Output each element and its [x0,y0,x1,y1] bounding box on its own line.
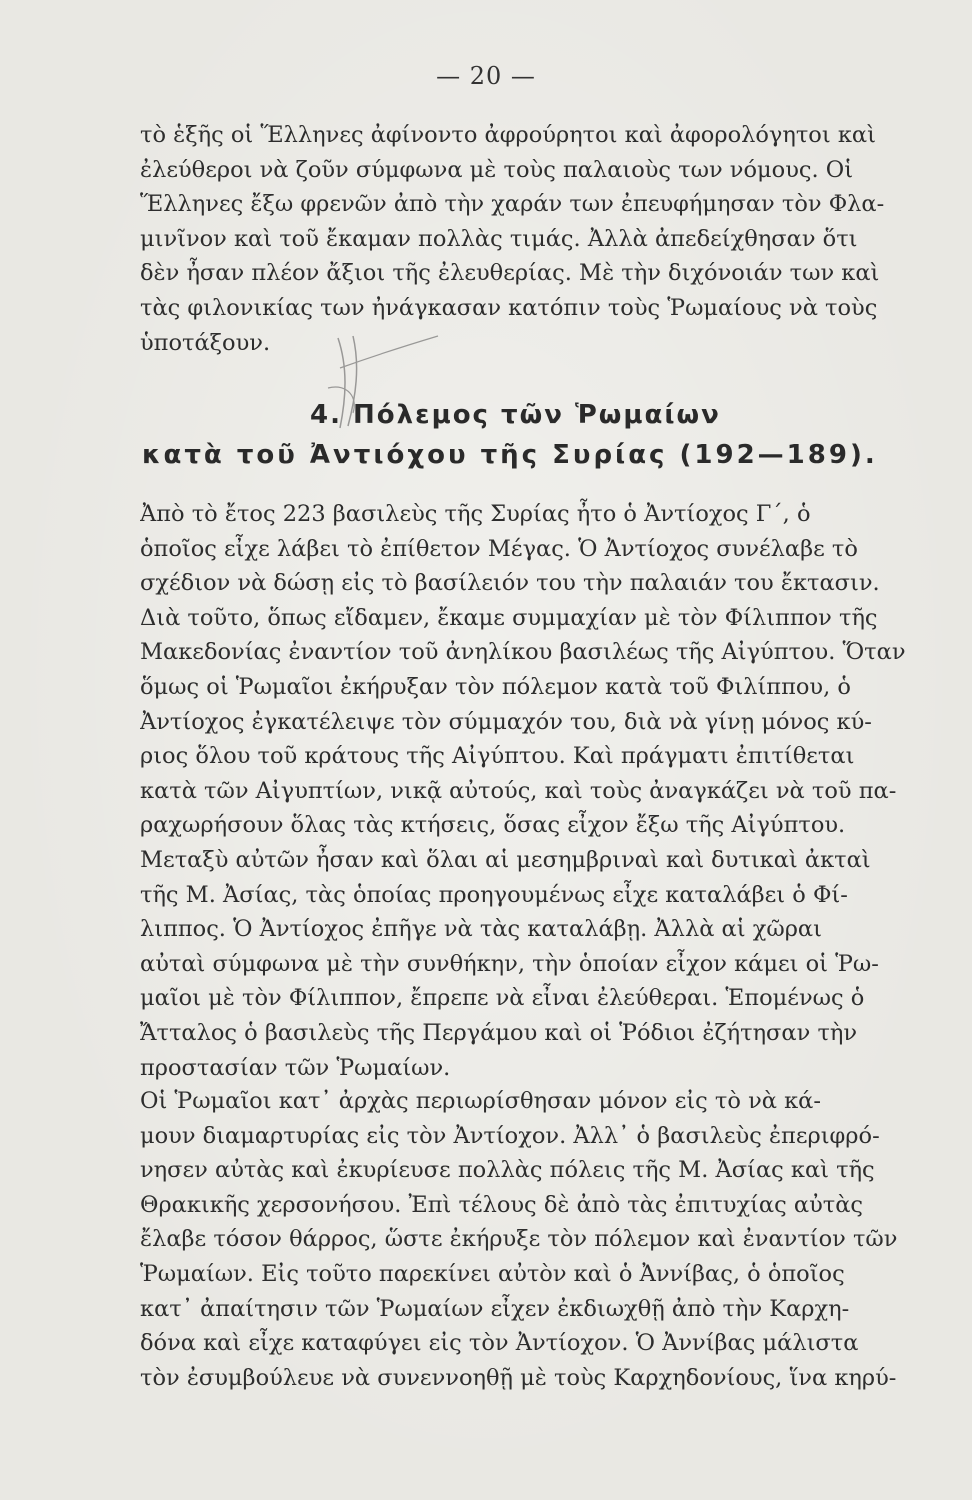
text-line: τὸ ἑξῆς οἱ Ἕλληνες ἀφίνοντο ἀφρούρητοι καὶ ἀφορολόγητοι καὶ [140,122,876,148]
text-line: Ἄτταλος ὁ βασιλεὺς τῆς Περγάμου καὶ οἱ Ῥόδιοι ἐζήτησαν τὴν [140,1019,858,1046]
text-line: μαῖοι μὲ τὸν Φίλιππον, ἔπρεπε νὰ εἶναι ἐλεύθεραι. Ἑπομένως ὁ [140,985,865,1012]
text-line: νησεν αὐτὰς καὶ ἐκυρίευσε πολλὰς πόλεις τῆς Μ. Ἀσίας καὶ τῆς [140,1157,875,1184]
text-line: ἔλαβε τόσον θάρρος, ὥστε ἐκήρυξε τὸν πόλεμον καὶ ἐναντίον τῶν [140,1226,898,1253]
text-line: ὑποτάξουν. [140,329,271,356]
text-line: κατὰ τῶν Αἰγυπτίων, νικᾷ αὐτούς, καὶ τοὺς ἀναγκάζει νὰ τοῦ πα- [140,777,897,804]
text-line: Μακεδονίας ἐναντίον τοῦ ἀνηλίκου βασιλέως τῆς Αἰγύπτου. Ὅταν [140,639,906,666]
text-line: αὐταὶ σύμφωνα μὲ τὴν συνθήκην, τὴν ὁποίαν εἶχον κάμει οἱ Ῥω- [140,950,879,977]
text-line: ἐλεύθεροι νὰ ζοῦν σύμφωνα μὲ τοὺς παλαιοὺς των νόμους. Οἱ [140,156,854,183]
text-line: Ῥωμαίων. Εἰς τοῦτο παρεκίνει αὐτὸν καὶ ὁ Ἀννίβας, ὁ ὁποῖος [140,1260,845,1287]
text-line: μινῖνον καὶ τοῦ ἔκαμαν πολλὰς τιμάς. Ἀλλὰ ἀπεδείχθησαν ὅτι [140,225,858,252]
section-heading-line-2: κατὰ τοῦ Ἀντιόχου τῆς Συρίας (192—189). [142,440,878,470]
text-line: Μεταξὺ αὐτῶν ἦσαν καὶ ὅλαι αἱ μεσημβριναὶ καὶ δυτικαὶ ἀκταὶ [140,846,871,873]
text-line: μουν διαμαρτυρίας εἰς τὸν Ἀντίοχον. Ἀλλ᾽ ὁ βασιλεὺς ἐπεριφρό- [140,1122,880,1149]
text-line: ὅμως οἱ Ῥωμαῖοι ἐκήρυξαν τὸν πόλεμον κατὰ τοῦ Φιλίππου, ὁ [140,673,851,700]
text-line: κατ᾽ ἀπαίτησιν τῶν Ῥωμαίων εἶχεν ἐκδιωχθῇ ἀπὸ τὴν Καρχη- [140,1295,850,1322]
text-line: Διὰ τοῦτο, ὅπως εἴδαμεν, ἔκαμε συμμαχίαν μὲ τὸν Φίλιππον τῆς [140,604,878,631]
text-line: τῆς Μ. Ἀσίας, τὰς ὁποίας προηγουμένως εἶχε καταλάβει ὁ Φί- [140,881,848,908]
text-line: δὲν ἦσαν πλέον ἄξιοι τῆς ἐλευθερίας. Μὲ τὴν διχόνοιάν των καὶ [140,260,880,287]
text-line: τὸν ἐσυμβούλευε νὰ συνεννοηθῇ μὲ τοὺς Καρχηδονίους, ἵνα κηρύ- [140,1364,897,1391]
text-line: Θρακικῆς χερσονήσου. Ἐπὶ τέλους δὲ ἀπὸ τὰς ἐπιτυχίας αὐτὰς [140,1191,863,1218]
text-line: προστασίαν τῶν Ῥωμαίων. [140,1054,451,1081]
text-line: ὁποῖος εἶχε λάβει τὸ ἐπίθετον Μέγας. Ὁ Ἀντίοχος συνέλαβε τὸ [140,535,858,562]
text-line: Οἱ Ῥωμαῖοι κατ᾽ ἀρχὰς περιωρίσθησαν μόνον εἰς τὸ νὰ κά- [140,1088,821,1114]
text-line: ριος ὅλου τοῦ κράτους τῆς Αἰγύπτου. Καὶ πράγματι ἐπιτίθεται [140,743,855,770]
text-line: ραχωρήσουν ὅλας τὰς κτήσεις, ὅσας εἶχον ἔξω τῆς Αἰγύπτου. [140,812,846,839]
paragraph-1 [140,118,910,360]
text-line: σχέδιον νὰ δώσῃ εἰς τὸ βασίλειόν του τὴν παλαιάν του ἔκτασιν. [140,570,880,597]
text-line: Ἀπὸ τὸ ἔτος 223 βασιλεὺς τῆς Συρίας ἦτο ὁ Ἀντίοχος Γ΄, ὁ [140,501,811,527]
text-line: Ἀντίοχος ἐγκατέλειψε τὸν σύμμαχόν του, διὰ νὰ γίνῃ μόνος κύ- [140,708,872,735]
paragraph-3 [140,1084,910,1395]
page-number: — 20 — [436,62,536,90]
text-line: τὰς φιλονικίας των ἠνάγκασαν κατόπιν τοὺς Ῥωμαίους νὰ τοὺς [140,294,878,321]
text-line: δόνα καὶ εἶχε καταφύγει εἰς τὸν Ἀντίοχον. Ὁ Ἀννίβας μάλιστα [140,1330,859,1357]
paragraph-2 [140,497,910,1085]
section-heading-line-1: 4. Πόλεμος τῶν Ῥωμαίων [310,400,721,430]
text-line: Ἕλληνες ἔξω φρενῶν ἀπὸ τὴν χαράν των ἐπευφήμησαν τὸν Φλα- [140,191,885,218]
text-line: λιππος. Ὁ Ἀντίοχος ἐπῆγε νὰ τὰς καταλάβῃ. Ἀλλὰ αἱ χῶραι [140,916,822,943]
